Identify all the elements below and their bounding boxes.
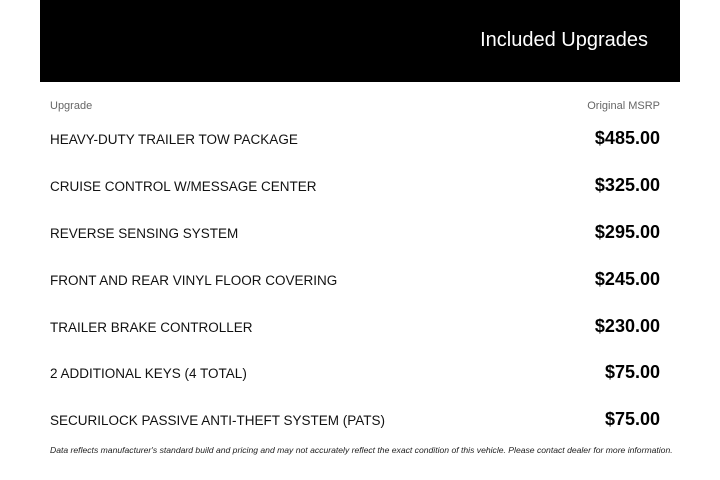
table-row <box>50 210 660 257</box>
upgrade-price: $75.00 <box>604 409 660 430</box>
table-row <box>50 116 660 163</box>
upgrade-price: $75.00 <box>604 362 660 383</box>
column-header-msrp: Original MSRP <box>587 100 660 112</box>
upgrade-name: HEAVY-DUTY TRAILER TOW PACKAGE <box>50 132 298 147</box>
column-header-upgrade: Upgrade <box>50 100 93 112</box>
upgrade-name: 2 ADDITIONAL KEYS (4 TOTAL) <box>50 366 247 382</box>
upgrade-name: REVERSE SENSING SYSTEM <box>50 225 239 241</box>
upgrades-panel <box>40 0 680 480</box>
upgrade-name: FRONT AND REAR VINYL FLOOR COVERING <box>50 272 338 288</box>
page-title: Included Upgrades <box>480 29 648 51</box>
table-row <box>50 304 660 351</box>
upgrade-price: $295.00 <box>594 221 660 242</box>
upgrade-name: SECURILOCK PASSIVE ANTI-THEFT SYSTEM (PATS) <box>50 413 386 429</box>
upgrade-price: $325.00 <box>594 174 660 195</box>
upgrades-list <box>50 116 660 444</box>
upgrade-name: TRAILER BRAKE CONTROLLER <box>50 319 253 335</box>
upgrade-price: $245.00 <box>594 268 660 289</box>
upgrade-price: $485.00 <box>594 128 660 148</box>
table-row <box>50 163 660 210</box>
upgrade-price: $230.00 <box>594 315 660 336</box>
table-row <box>50 350 660 397</box>
upgrade-name: CRUISE CONTROL W/MESSAGE CENTER <box>50 178 317 194</box>
table-row <box>50 257 660 304</box>
disclaimer-text: Data reflects manufacturer's standard build and pricing and may not accurately reflect the exact condition of this vehicle. Please contact dealer for more information. <box>50 445 673 455</box>
header-bar <box>40 0 680 82</box>
table-row <box>50 397 660 444</box>
